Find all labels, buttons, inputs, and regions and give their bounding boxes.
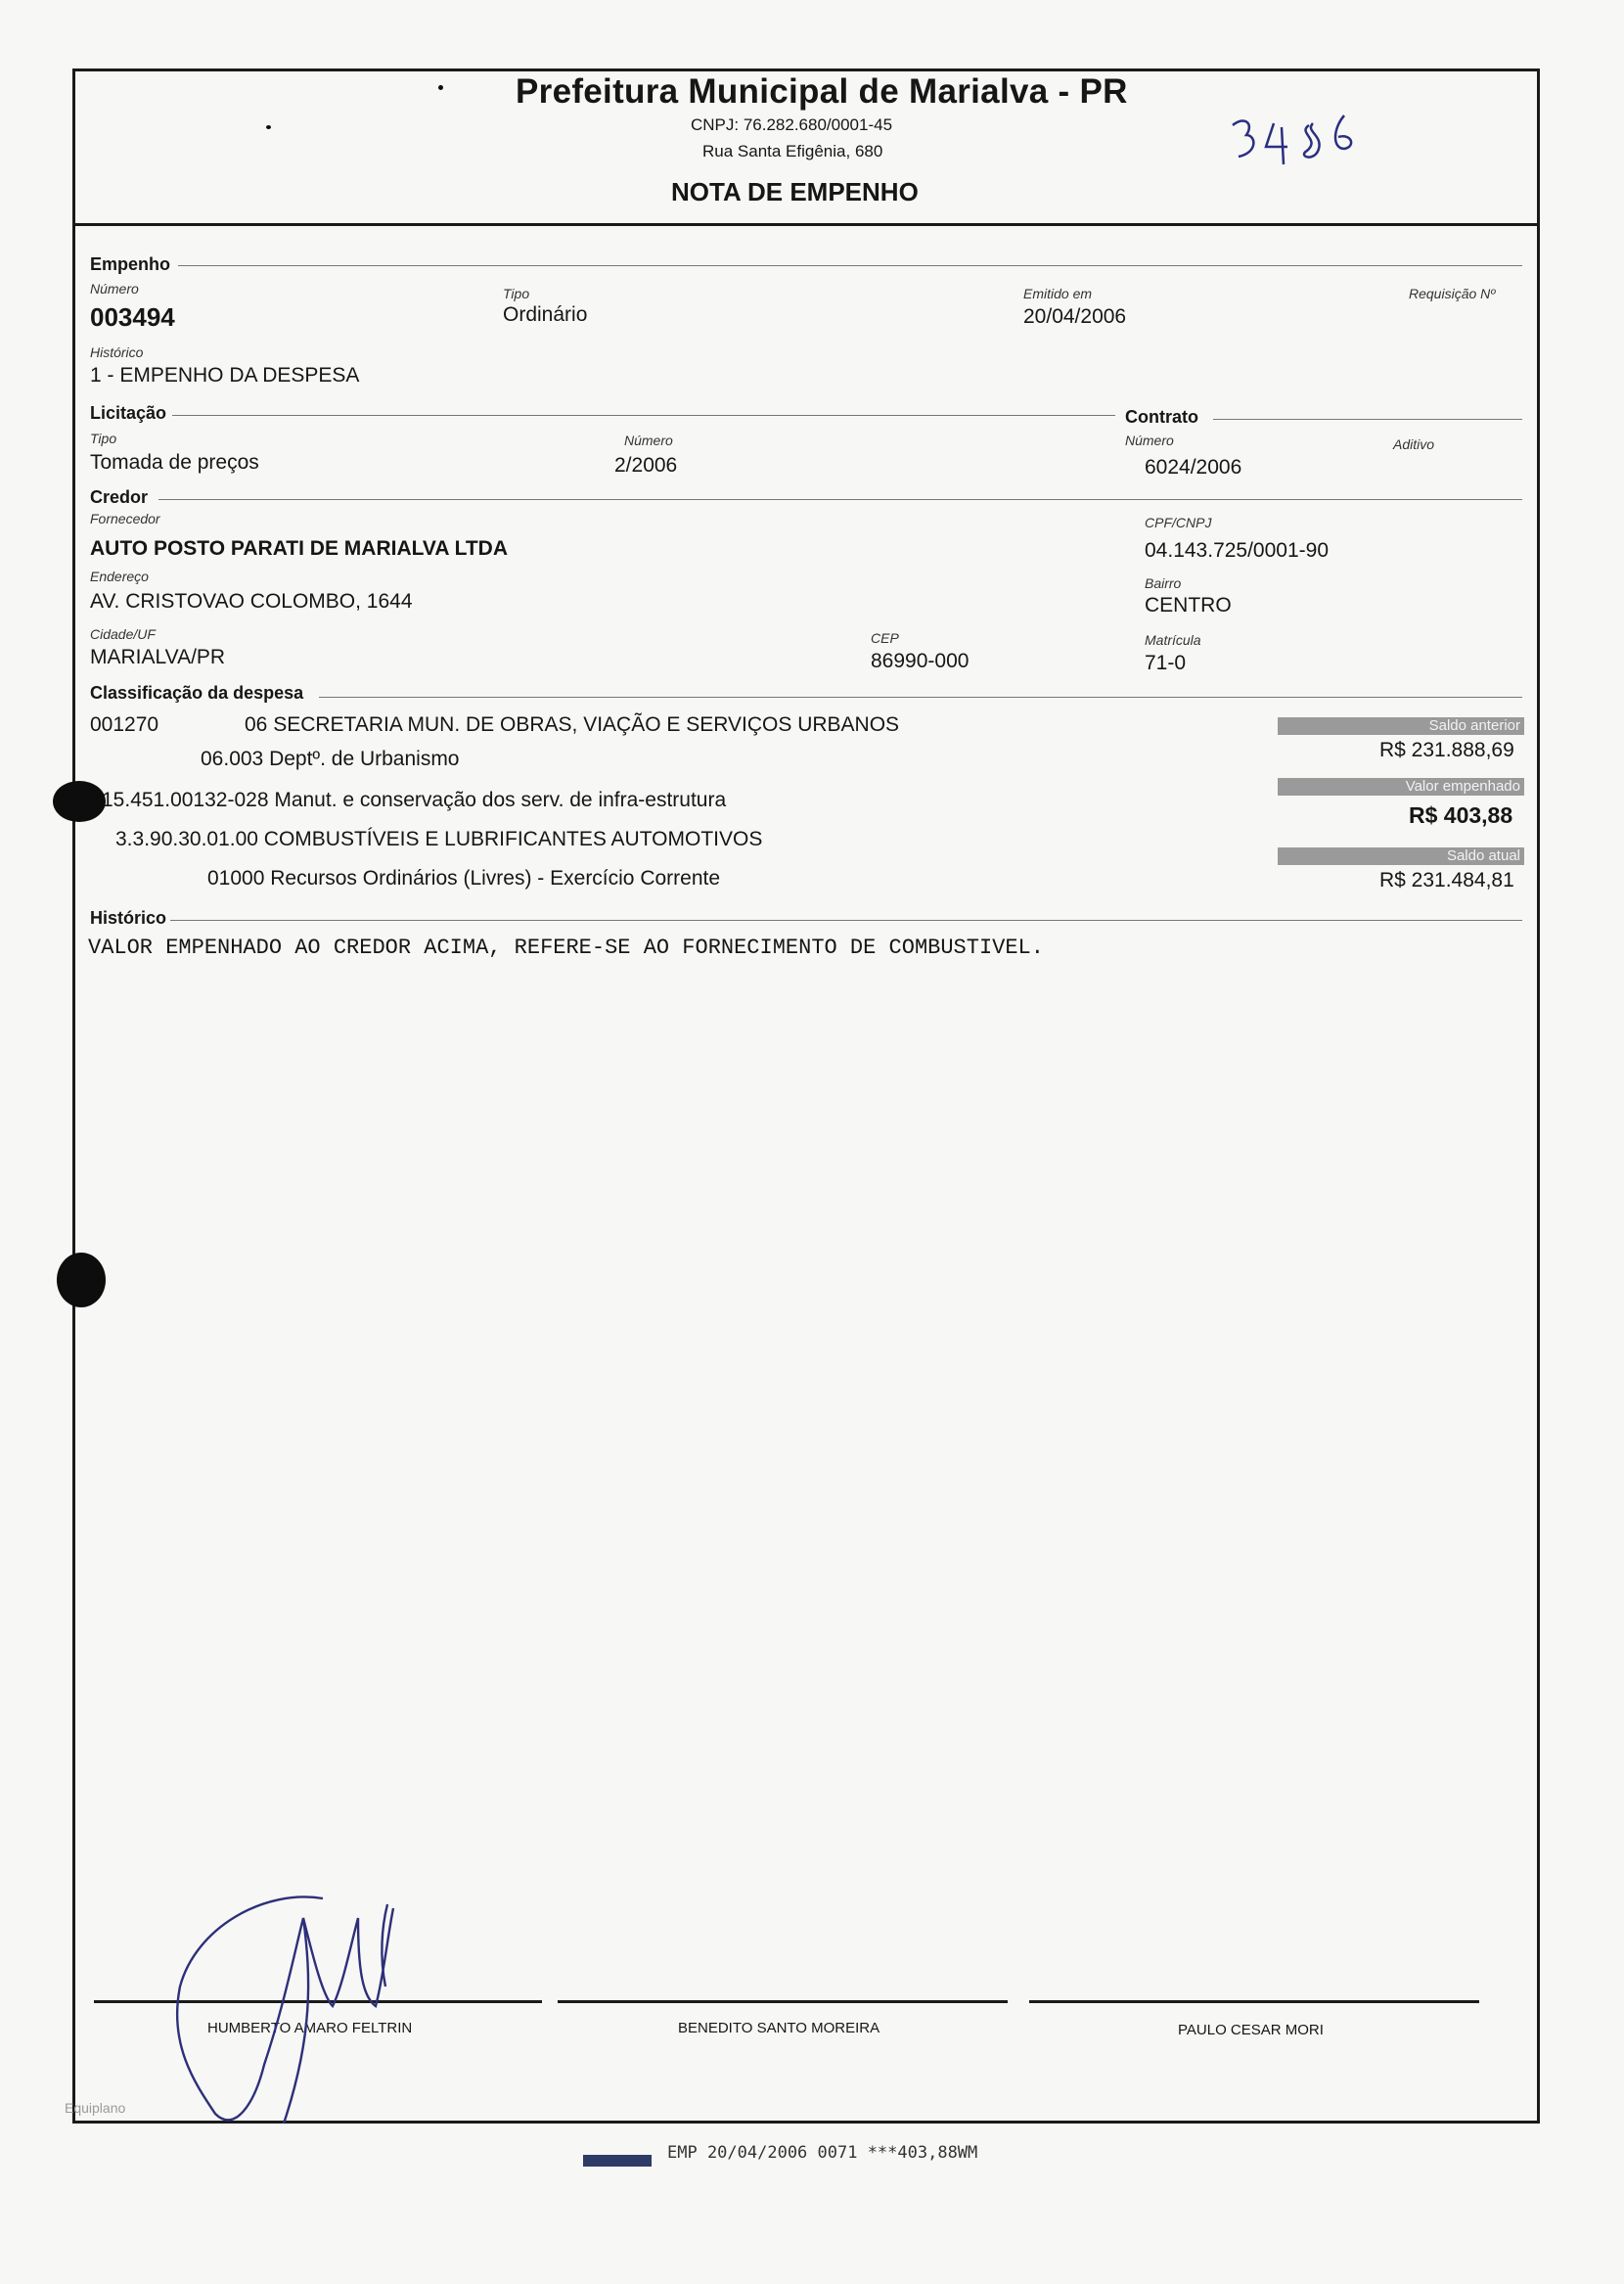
valor-empenhado-value: R$ 403,88 xyxy=(1409,802,1513,828)
section-rule xyxy=(170,920,1522,921)
bottom-stamp-logo xyxy=(583,2151,652,2170)
signatory-2: BENEDITO SANTO MOREIRA xyxy=(678,2020,880,2036)
fornecedor-cnpj: 04.143.725/0001-90 xyxy=(1145,539,1330,562)
classificacao-elemento: 3.3.90.30.01.00 COMBUSTÍVEIS E LUBRIFICANTES AUTOMOTIVOS xyxy=(115,828,763,850)
classificacao-dept: 06.003 Deptº. de Urbanismo xyxy=(201,748,460,770)
licitacao-tipo: Tomada de preços xyxy=(90,451,259,474)
section-rule xyxy=(319,697,1522,698)
signatory-1: HUMBERTO AMARO FELTRIN xyxy=(207,2020,413,2036)
label-aditivo: Aditivo xyxy=(1393,436,1435,452)
fornecedor-cep: 86990-000 xyxy=(871,650,970,672)
label-numero: Número xyxy=(90,281,139,297)
punch-hole xyxy=(53,781,106,822)
section-rule xyxy=(1213,419,1522,420)
label-fornecedor: Fornecedor xyxy=(90,511,160,526)
label-requisicao: Requisição Nº xyxy=(1409,286,1496,301)
software-watermark: Equiplano xyxy=(65,2100,126,2116)
header-divider xyxy=(72,223,1540,226)
empenho-historico: 1 - EMPENHO DA DESPESA xyxy=(90,364,360,387)
section-licitacao: Licitação xyxy=(90,403,167,423)
fornecedor-bairro: CENTRO xyxy=(1145,594,1232,617)
address-text: Rua Santa Efigênia, 680 xyxy=(702,142,883,160)
label-cpf: CPF/CNPJ xyxy=(1145,515,1212,530)
section-historico: Histórico xyxy=(90,908,167,928)
section-empenho: Empenho xyxy=(90,254,171,274)
section-classificacao: Classificação da despesa xyxy=(90,683,304,703)
bottom-stamp-text: EMP 20/04/2006 0071 ***403,88WM xyxy=(667,2143,978,2163)
classificacao-code: 001270 xyxy=(90,713,159,736)
label-tipo: Tipo xyxy=(503,286,530,301)
section-contrato: Contrato xyxy=(1125,407,1198,427)
empenho-number: 003494 xyxy=(90,302,175,332)
section-rule xyxy=(178,265,1522,266)
handwritten-number xyxy=(1223,106,1399,174)
document-title: Prefeitura Municipal de Marialva - PR xyxy=(516,72,1128,111)
saldo-atual-label: Saldo atual xyxy=(1278,847,1524,865)
section-credor: Credor xyxy=(90,487,149,507)
valor-empenhado-label: Valor empenhado xyxy=(1278,778,1524,796)
label-contrato-numero: Número xyxy=(1125,433,1174,448)
fornecedor-cidade: MARIALVA/PR xyxy=(90,646,226,668)
cnpj-text: CNPJ: 76.282.680/0001-45 xyxy=(691,115,893,134)
section-rule xyxy=(158,499,1522,500)
label-emitido: Emitido em xyxy=(1023,286,1093,301)
label-endereco: Endereço xyxy=(90,569,149,584)
speck xyxy=(266,125,271,129)
classificacao-recurso: 01000 Recursos Ordinários (Livres) - Exercício Corrente xyxy=(207,867,721,890)
label-licitacao-tipo: Tipo xyxy=(90,431,117,446)
signature-line xyxy=(1029,2000,1479,2003)
empenho-tipo: Ordinário xyxy=(503,303,588,326)
classificacao-funcional: 15.451.00132-028 Manut. e conservação dos serv. de infra-estrutura xyxy=(102,789,727,811)
label-licitacao-numero: Número xyxy=(624,433,673,448)
doc-type-title: NOTA DE EMPENHO xyxy=(671,177,919,206)
licitacao-numero: 2/2006 xyxy=(614,454,678,477)
handwritten-signature xyxy=(166,1859,460,2143)
section-rule xyxy=(172,415,1115,416)
historico-text: VALOR EMPENHADO AO CREDOR ACIMA, REFERE-SE AO FORNECIMENTO DE COMBUSTIVEL. xyxy=(88,936,1044,960)
saldo-anterior-value: R$ 231.888,69 xyxy=(1379,739,1514,761)
saldo-anterior-label: Saldo anterior xyxy=(1278,717,1524,735)
label-historico-empenho: Histórico xyxy=(90,344,144,360)
fornecedor-endereco: AV. CRISTOVAO COLOMBO, 1644 xyxy=(90,590,413,613)
empenho-emitido: 20/04/2006 xyxy=(1023,305,1127,328)
label-cidade: Cidade/UF xyxy=(90,626,156,642)
saldo-atual-value: R$ 231.484,81 xyxy=(1379,869,1514,891)
fornecedor-name: AUTO POSTO PARATI DE MARIALVA LTDA xyxy=(90,537,508,560)
speck xyxy=(438,85,443,90)
signatory-3: PAULO CESAR MORI xyxy=(1178,2022,1324,2038)
classificacao-secretaria: 06 SECRETARIA MUN. DE OBRAS, VIAÇÃO E SERVIÇOS URBANOS xyxy=(245,713,900,736)
label-bairro: Bairro xyxy=(1145,575,1182,591)
label-matricula: Matrícula xyxy=(1145,632,1201,648)
contrato-numero: 6024/2006 xyxy=(1145,456,1242,479)
signature-line xyxy=(558,2000,1008,2003)
punch-hole xyxy=(57,1253,106,1307)
label-cep: CEP xyxy=(871,630,899,646)
fornecedor-matricula: 71-0 xyxy=(1145,652,1187,674)
